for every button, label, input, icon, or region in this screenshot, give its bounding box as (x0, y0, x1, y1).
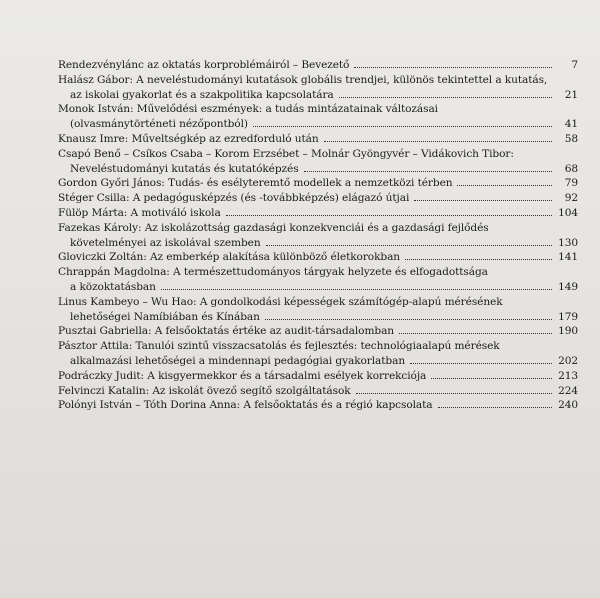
toc-entry (58, 206, 578, 221)
dot-leader (266, 245, 552, 246)
toc-page-number: 149 (558, 280, 578, 293)
toc-entry-line (58, 206, 578, 221)
toc-entry-line (58, 162, 578, 177)
toc-entry-title-line: Knausz Imre: Műveltségkép az ezredforduló után (58, 132, 319, 145)
toc-page-number: 21 (564, 88, 578, 101)
toc-page-number: 92 (564, 192, 578, 205)
dot-leader (324, 141, 552, 142)
toc-entry-line (58, 176, 578, 191)
toc-entry-line (58, 369, 578, 384)
toc-entry-title-line: Gordon Győri János: Tudás- és esélyteremtő modellek a nemzetközi térben (58, 177, 453, 190)
toc-entry-line (58, 132, 578, 147)
toc-entry-title-line: alkalmazási lehetőségei a mindennapi pedagógiai gyakorlatban (70, 354, 406, 367)
dot-leader (304, 171, 552, 172)
toc-entry-title-line: Fazekas Károly: Az iskolázottság gazdasági konzekvenciái és a gazdasági fejlődés (58, 221, 489, 234)
toc-entry (58, 221, 578, 251)
toc-entry-title-line: a közoktatásban (70, 280, 156, 293)
dot-leader (405, 259, 552, 260)
toc-entry (58, 295, 578, 325)
toc-entry (58, 176, 578, 191)
toc-entry-line (58, 58, 578, 73)
toc-entry (58, 250, 578, 265)
toc-entry-line (58, 324, 578, 339)
toc-page-number: 141 (558, 251, 578, 264)
toc-entry-title-line: Csapó Benő – Csíkos Csaba – Korom Erzsébet – Molnár Gyöngyvér – Vidákovich Tibor: (58, 147, 514, 160)
toc-entry-line (58, 310, 578, 325)
dot-leader (226, 215, 552, 216)
toc-entry-title-line: Monok István: Művelődési eszmények: a tudás mintázatainak változásai (58, 103, 438, 116)
toc-page-number: 79 (564, 177, 578, 190)
toc-entry-title-line: Pásztor Attila: Tanulói szintű visszacsatolás és fejlesztés: technológiaalapú mérések (58, 340, 500, 353)
table-of-contents (58, 58, 578, 413)
toc-entry-title-line: Pusztai Gabriella: A felsőoktatás értéke az audit-társadalomban (58, 325, 395, 338)
toc-entry-line (58, 191, 578, 206)
toc-entry-title-line: Linus Kambeyo – Wu Hao: A gondolkodási képességek számítógép-alapú mérésének (58, 295, 503, 308)
dot-leader (410, 363, 552, 364)
toc-entry (58, 369, 578, 384)
toc-entry-title-line: Neveléstudományi kutatás és kutatóképzés (70, 162, 299, 175)
dot-leader (356, 393, 552, 394)
toc-page-number: 224 (558, 384, 578, 397)
toc-entry (58, 324, 578, 339)
toc-entry-line (58, 398, 578, 413)
toc-entry-title-line: Chrappán Magdolna: A természettudományos tárgyak helyzete és elfogadottsága (58, 266, 488, 279)
dot-leader (457, 185, 552, 186)
dot-leader (161, 289, 552, 290)
toc-entry-title-line: Halász Gábor: A neveléstudományi kutatások globális trendjei, különös tekintettel a kutatás, (58, 73, 548, 86)
toc-page-number: 202 (558, 354, 578, 367)
toc-entry-line (58, 117, 578, 132)
toc-page-number: 7 (571, 59, 578, 71)
dot-leader (253, 126, 552, 127)
toc-page-number: 41 (564, 118, 578, 131)
toc-entry-title-line: lehetőségei Namíbiában és Kínában (70, 310, 260, 323)
toc-entry-title-line: az iskolai gyakorlat és a szakpolitika kapcsolatára (70, 88, 334, 101)
toc-entry-line (58, 88, 578, 103)
toc-entry-title-line: Gloviczki Zoltán: Az emberkép alakítása különböző életkorokban (58, 251, 401, 264)
toc-entry (58, 398, 578, 413)
toc-page-number: 190 (558, 325, 578, 338)
dot-leader (265, 319, 552, 320)
toc-page-number: 213 (558, 369, 578, 382)
toc-entry (58, 102, 578, 132)
toc-entry-line (58, 280, 578, 295)
toc-entry-line (58, 250, 578, 265)
dot-leader (431, 378, 552, 379)
toc-entry (58, 147, 578, 177)
toc-page-number: 104 (558, 206, 578, 219)
toc-page-number: 130 (558, 236, 578, 249)
toc-entry-line (58, 236, 578, 251)
toc-page-number: 68 (564, 162, 578, 175)
dot-leader (399, 333, 552, 334)
toc-entry-title-line: Fülöp Márta: A motiváló iskola (58, 206, 221, 219)
toc-entry (58, 384, 578, 399)
toc-entry-title-line: Podráczky Judit: A kisgyermekkor és a társadalmi esélyek korrekciója (58, 369, 427, 382)
toc-entry-title-line: Rendezvénylánc az oktatás korproblémáiról – Bevezető (58, 59, 350, 71)
toc-entry-title-line: Polónyi István – Tóth Dorina Anna: A felsőoktatás és a régió kapcsolata (58, 399, 433, 412)
toc-entry-title-line: követelményei az iskolával szemben (70, 236, 261, 249)
toc-entry (58, 191, 578, 206)
toc-entry (58, 265, 578, 295)
toc-entry-line (58, 354, 578, 369)
dot-leader (354, 67, 552, 68)
dot-leader (438, 407, 553, 408)
toc-entry-title-line: (olvasmánytörténeti nézőpontból) (70, 118, 248, 131)
dot-leader (414, 200, 552, 201)
toc-entry-title-line: Stéger Csilla: A pedagógusképzés (és -továbbképzés) elágazó útjai (58, 192, 410, 205)
toc-entry (58, 73, 578, 103)
toc-page-number: 58 (564, 132, 578, 145)
toc-entry (58, 58, 578, 73)
toc-entry-line (58, 384, 578, 399)
toc-entry (58, 132, 578, 147)
toc-entry (58, 339, 578, 369)
toc-entry-title-line: Felvinczi Katalin: Az iskolát övező segítő szolgáltatások (58, 384, 351, 397)
toc-page-number: 240 (558, 399, 578, 412)
dot-leader (339, 97, 552, 98)
toc-page-number: 179 (558, 310, 578, 323)
